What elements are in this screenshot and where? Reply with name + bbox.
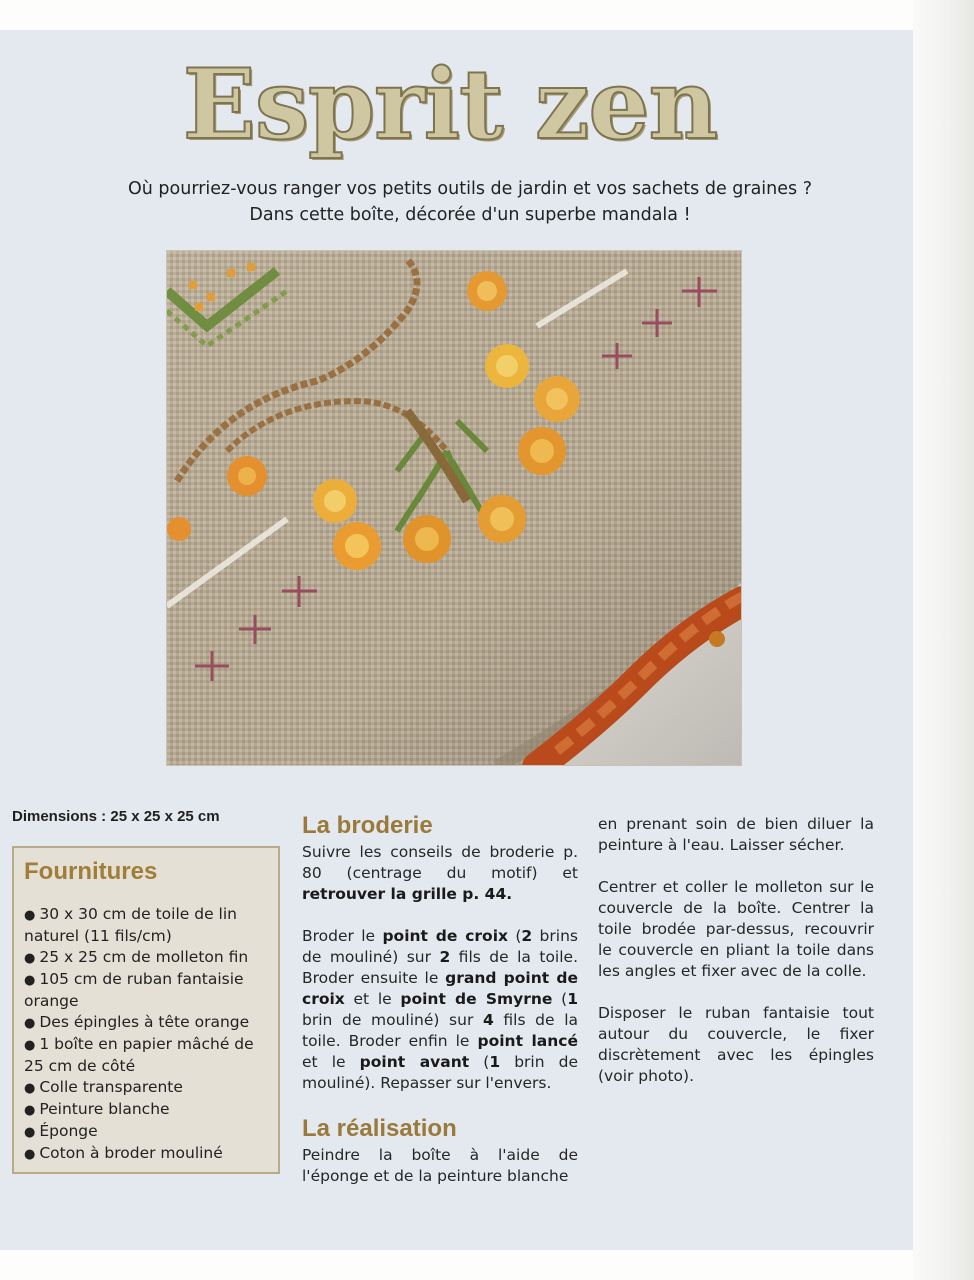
text-run: brin de mouliné) sur [302,1011,483,1029]
bold-run: retrouver la grille p. 44. [302,885,513,903]
text-column-2 [598,814,874,1108]
embroidery-photo [166,250,742,766]
text-run: et le [302,1053,360,1071]
broderie-heading: La broderie [302,812,433,839]
page-title: Esprit zen [182,48,718,161]
list-item: ● Colle transparente [24,1077,268,1099]
intro-line-1: Où pourriez-vous ranger vos petits outils de jardin et vos sachets de graines ? [128,179,812,199]
fournitures-box [12,846,280,1174]
text-run: ( [508,927,522,945]
realisation-paragraph-2: en prenant soin de bien diluer la peinture à l'eau. Laisser sécher. [598,815,874,854]
realisation-paragraph-4: Disposer le ruban fantaisie tout autour du couvercle, le fixer discrètement avec les épingles (voir photo). [598,1004,874,1085]
list-item: ● Des épingles à tête orange [24,1012,268,1034]
list-item: ● 105 cm de ruban fantaisie orange [24,969,268,1012]
bold-run: point de Smyrne [400,990,553,1008]
realisation-heading: La réalisation [302,1115,457,1142]
text-run: brin de mouliné). Repasser sur l'envers. [302,1053,578,1092]
list-item: ● Coton à broder mouliné [24,1143,268,1165]
bold-run: 2 [439,948,451,966]
list-item: ● Éponge [24,1121,268,1143]
embroidery-illustration [167,251,742,766]
fournitures-list [24,904,268,1165]
text-run: ( [552,990,568,1008]
list-item: ● 1 boîte en papier mâché de 25 cm de côté [24,1034,268,1077]
text-run: Broder le [302,927,383,945]
broderie-paragraph-2 [302,926,578,1094]
list-item: ● Peinture blanche [24,1099,268,1121]
bold-run: 1 [567,990,578,1008]
bold-run: point avant [359,1053,470,1071]
page-edge [913,0,974,1280]
bold-run: point de croix [382,927,508,945]
text-column-1 [302,812,578,1208]
bold-run: grand point de croix [302,969,578,1008]
text-run: fils de la toile. Broder ensuite le [302,948,579,987]
list-item: ● 30 x 30 cm de toile de lin naturel (11 fils/cm) [24,904,268,947]
broderie-paragraph-1 [302,842,578,905]
intro-text [60,176,880,228]
realisation-paragraph-1: Peindre la boîte à l'aide de l'éponge et de la peinture blanche [302,1146,578,1185]
realisation-paragraph-3: Centrer et coller le molleton sur le couvercle de la boîte. Centrer la toile brodée par-dessus, recouvrir le couvercle en pliant la toile dans les angles et fixer avec de la colle. [598,878,874,980]
intro-line-2: Dans cette boîte, décorée d'un superbe mandala ! [249,205,691,225]
fournitures-heading: Fournitures [24,858,158,885]
text-run: ( [469,1053,490,1071]
text-run: et le [344,990,401,1008]
text-run: brins de mouliné) sur [302,927,578,966]
bold-run: 4 [482,1011,494,1029]
bold-run: point lancé [477,1032,579,1050]
list-item: ● 25 x 25 cm de molleton fin [24,947,268,969]
bold-run: 1 [489,1053,501,1071]
text-run: Suivre les conseils de broderie p. 80 (centrage du motif) et [302,843,578,882]
text-run: fils de la toile. Broder enfin le [302,1011,579,1050]
bold-run: 2 [521,927,533,945]
dimensions-label: Dimensions : 25 x 25 x 25 cm [12,808,220,825]
